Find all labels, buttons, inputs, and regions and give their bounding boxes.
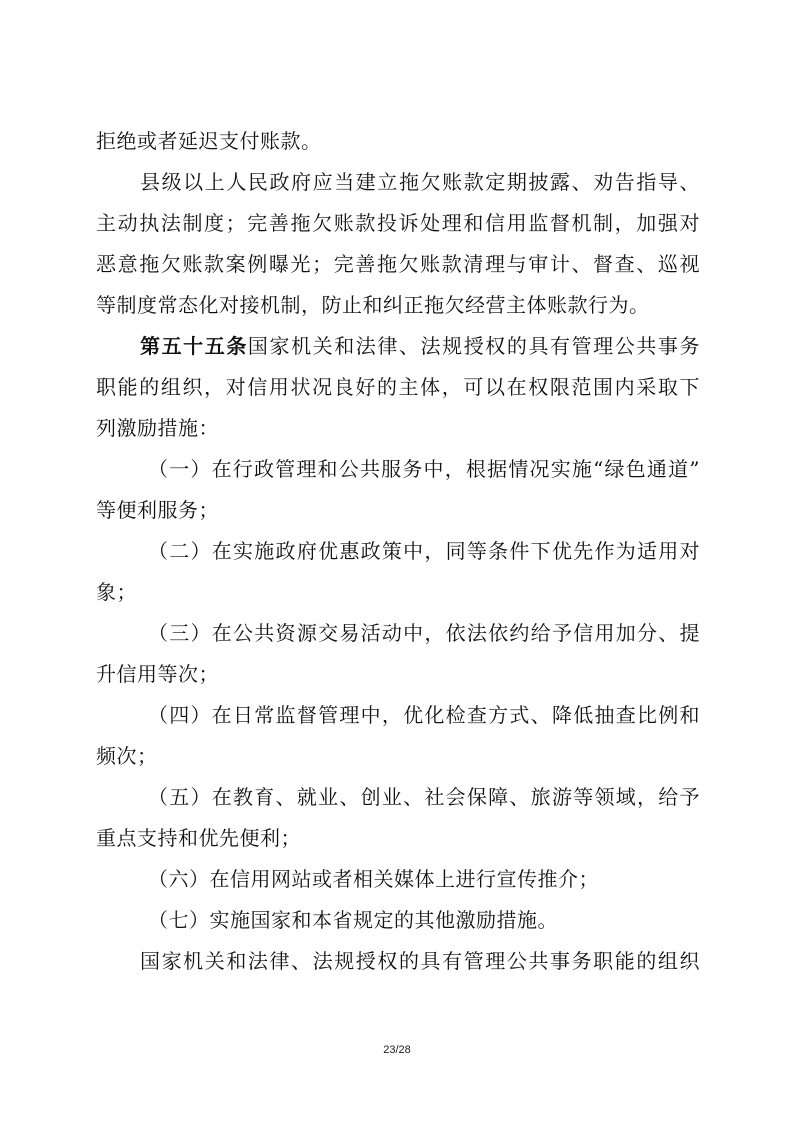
text-line: 频次； <box>96 744 158 768</box>
text-line: 等便利服务； <box>96 498 219 522</box>
text-line: 重点支持和优先便利； <box>96 826 301 850</box>
list-item: （六）在信用网站或者相关媒体上进行宣传推介； <box>148 867 599 891</box>
page-number: 23/28 <box>383 1044 411 1056</box>
text-line: 升信用等次； <box>96 662 219 686</box>
article-first-line <box>96 326 700 367</box>
list-item: （七）实施国家和本省规定的其他激励措施。 <box>148 908 558 932</box>
text-line: 主动执法制度；完善拖欠账款投诉处理和信用监督机制，加强对 <box>96 211 700 235</box>
text-line: 等制度常态化对接机制，防止和纠正拖欠经营主体账款行为。 <box>96 293 650 317</box>
text-line: 象； <box>96 580 137 604</box>
text-line: 列激励措施： <box>96 416 219 440</box>
list-item: （二）在实施政府优惠政策中，同等条件下优先作为适用对 <box>148 539 700 563</box>
article-title: 第五十五条 <box>140 334 248 358</box>
list-item: （五）在教育、就业、创业、社会保障、旅游等领域，给予 <box>148 785 700 809</box>
list-item: （三）在公共资源交易活动中，依法依约给予信用加分、提 <box>148 621 700 645</box>
list-item: （一）在行政管理和公共服务中，根据情况实施“绿色通道” <box>148 457 700 481</box>
text-span: 国家机关和法律、法规授权的具有管理公共事务 <box>247 334 701 358</box>
text-line: 职能的组织，对信用状况良好的主体，可以在权限范围内采取下 <box>96 375 700 399</box>
document-page <box>96 121 700 982</box>
text-line: 县级以上人民政府应当建立拖欠账款定期披露、劝告指导、 <box>140 170 700 194</box>
text-line: 恶意拖欠账款案例曝光；完善拖欠账款清理与审计、督查、巡视 <box>96 252 700 276</box>
list-item: （四）在日常监督管理中，优化检查方式、降低抽查比例和 <box>148 703 700 727</box>
text-line: 国家机关和法律、法规授权的具有管理公共事务职能的组织 <box>140 949 700 973</box>
text-line: 拒绝或者延迟支付账款。 <box>96 129 322 153</box>
